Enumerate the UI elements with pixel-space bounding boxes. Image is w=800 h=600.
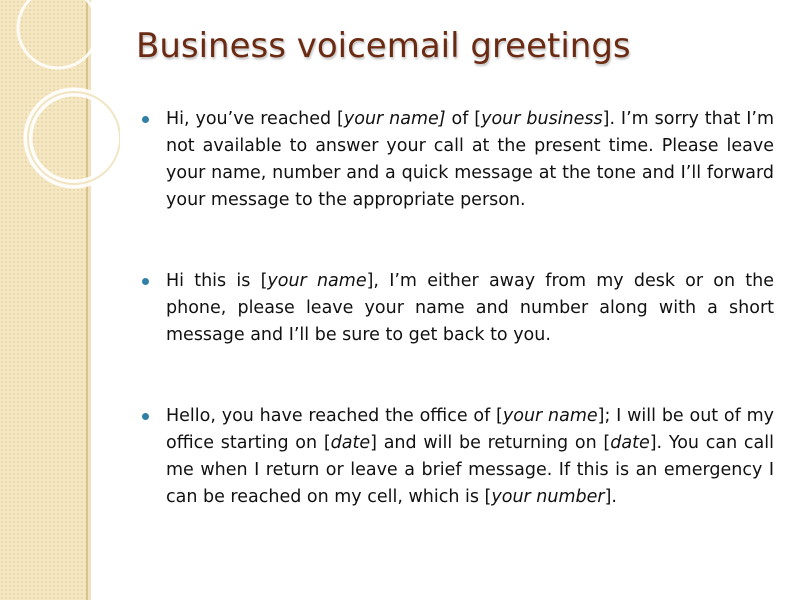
decorative-circles xyxy=(0,0,120,220)
bullet-text: Hello, you have reached the office of [ xyxy=(166,406,503,426)
placeholder-text: date xyxy=(610,433,650,453)
bullet-text: ] and will be returning on [ xyxy=(370,433,611,453)
placeholder-text: your name] xyxy=(343,109,446,129)
bullet-item xyxy=(142,106,774,214)
slide-title: Business voicemail greetings xyxy=(136,26,631,66)
bullet-text: of [ xyxy=(445,109,482,129)
bullet-text: ]. You can call me when I return or leave a brief message. If this is an emergency I can be reached on my cell, which is [ xyxy=(166,433,774,507)
bullet-text: ], I’m either away from my desk or on the phone, please leave your name and number along with a short message and I’ll be sure to get back to you. xyxy=(166,271,775,345)
bullet-text: ]. I’m sorry that I’m not available to answer your call at the present time. Please leave your name, number and a quick message at the tone and I’ll forward your message to the appropriate person. xyxy=(166,109,774,210)
bullet-text: Hi, you’ve reached [ xyxy=(166,109,344,129)
bullet-list xyxy=(142,106,774,565)
bullet-marker-icon xyxy=(142,278,149,285)
bullet-marker-icon xyxy=(142,413,149,420)
bullet-item xyxy=(142,403,774,511)
placeholder-text: date xyxy=(330,433,371,453)
placeholder-text: your business xyxy=(481,109,603,129)
bullet-marker-icon xyxy=(142,116,149,123)
placeholder-text: your name xyxy=(502,406,598,426)
bullet-text: ]; I will be out of my office starting on [ xyxy=(166,406,774,453)
placeholder-text: your number xyxy=(491,487,605,507)
bullet-text: Hi this is [ xyxy=(166,271,268,291)
bullet-text: ]. xyxy=(604,487,617,507)
placeholder-text: your name xyxy=(267,271,367,291)
bullet-item xyxy=(142,268,774,349)
